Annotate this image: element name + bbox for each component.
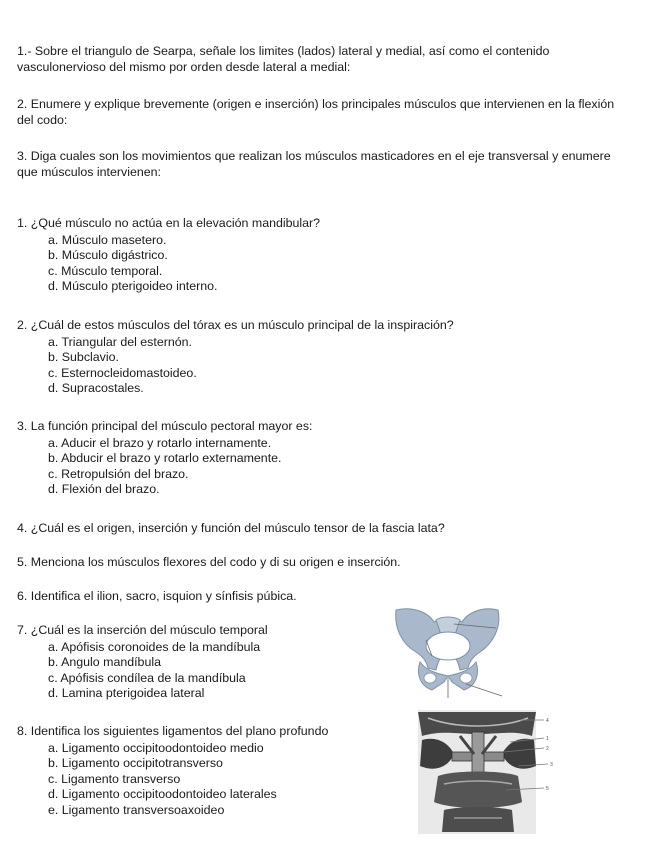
question-1 bbox=[17, 216, 320, 295]
option-a: a. Músculo masetero. bbox=[48, 232, 167, 247]
option-a: a. Triangular del esternón. bbox=[48, 334, 192, 349]
option-b: b. Ligamento occipitotransverso bbox=[48, 756, 223, 770]
option-b: b. Abducir el brazo y rotarlo externamente. bbox=[48, 451, 282, 465]
question-8-text: 8. Identifica los siguientes ligamentos del plano profundo bbox=[17, 724, 329, 738]
option-c: c. Ligamento transverso bbox=[48, 771, 181, 786]
question-2 bbox=[17, 318, 454, 397]
option-b: b. Músculo digástrico. bbox=[48, 248, 168, 262]
label-5: 5 bbox=[546, 786, 549, 792]
option-b: b. Subclavio. bbox=[48, 350, 119, 364]
pelvis-figure bbox=[392, 600, 504, 700]
open-question-3 bbox=[17, 149, 627, 180]
question-2-options bbox=[48, 335, 454, 397]
question-4-text: 4. ¿Cuál es el origen, inserción y función del músculo tensor de la fascia lata? bbox=[17, 521, 445, 535]
option-b: b. Angulo mandíbula bbox=[48, 655, 161, 669]
question-3-options bbox=[48, 436, 312, 498]
option-d: d. Supracostales. bbox=[48, 381, 144, 395]
question-5-text: 5. Menciona los músculos flexores del codo y di su origen e inserción. bbox=[17, 555, 401, 569]
option-a: a. Ligamento occipitoodontoideo medio bbox=[48, 740, 264, 755]
ligaments-icon bbox=[414, 706, 560, 838]
label-2: 2 bbox=[546, 746, 549, 752]
question-7-options bbox=[48, 640, 268, 702]
open-question-3-text: 3. Diga cuales son los movimientos que realizan los músculos masticadores en el eje transversal y enumere que músculos intervienen: bbox=[17, 149, 611, 179]
label-1: 1 bbox=[546, 736, 549, 742]
question-6-text: 6. Identifica el ilion, sacro, isquion y sínfisis púbica. bbox=[17, 589, 297, 603]
option-c: c. Esternocleidomastoideo. bbox=[48, 365, 197, 380]
question-3 bbox=[17, 419, 312, 498]
ligaments-figure bbox=[414, 706, 560, 838]
label-3: 3 bbox=[550, 762, 553, 768]
option-a: a. Apófisis coronoides de la mandíbula bbox=[48, 639, 261, 654]
option-c: c. Músculo temporal. bbox=[48, 263, 163, 278]
question-7 bbox=[17, 623, 268, 702]
option-c: c. Retropulsión del brazo. bbox=[48, 466, 189, 481]
question-3-text: 3. La función principal del músculo pectoral mayor es: bbox=[17, 419, 313, 433]
question-7-text: 7. ¿Cuál es la inserción del músculo temporal bbox=[17, 623, 268, 637]
option-e: e. Ligamento transversoaxoideo bbox=[48, 802, 225, 817]
option-a: a. Aducir el brazo y rotarlo internamente. bbox=[48, 435, 272, 450]
option-d: d. Flexión del brazo. bbox=[48, 482, 160, 496]
open-question-1 bbox=[17, 44, 627, 75]
open-question-2 bbox=[17, 97, 627, 128]
option-d: d. Lamina pterigoidea lateral bbox=[48, 686, 205, 700]
question-1-text: 1. ¿Qué músculo no actúa en la elevación mandibular? bbox=[17, 216, 321, 230]
question-2-text: 2. ¿Cuál de estos músculos del tórax es un músculo principal de la inspiración? bbox=[17, 318, 454, 332]
question-1-options bbox=[48, 233, 320, 295]
question-8-options bbox=[48, 741, 328, 819]
open-question-1-text: 1.- Sobre el triangulo de Searpa, señale los limites (lados) lateral y medial, así como el contenido vasculonervioso del mismo por orden desde lateral a medial: bbox=[17, 44, 550, 74]
option-c: c. Apófisis condílea de la mandíbula bbox=[48, 670, 246, 685]
question-8 bbox=[17, 724, 328, 818]
option-d: d. Músculo pterigoideo interno. bbox=[48, 279, 218, 293]
option-d: d. Ligamento occipitoodontoideo laterales bbox=[48, 787, 277, 801]
pelvis-icon bbox=[392, 600, 504, 700]
open-question-2-text: 2. Enumere y explique brevemente (origen e inserción) los principales músculos que intervienen en la flexión del codo: bbox=[17, 97, 615, 127]
label-4: 4 bbox=[546, 718, 549, 724]
